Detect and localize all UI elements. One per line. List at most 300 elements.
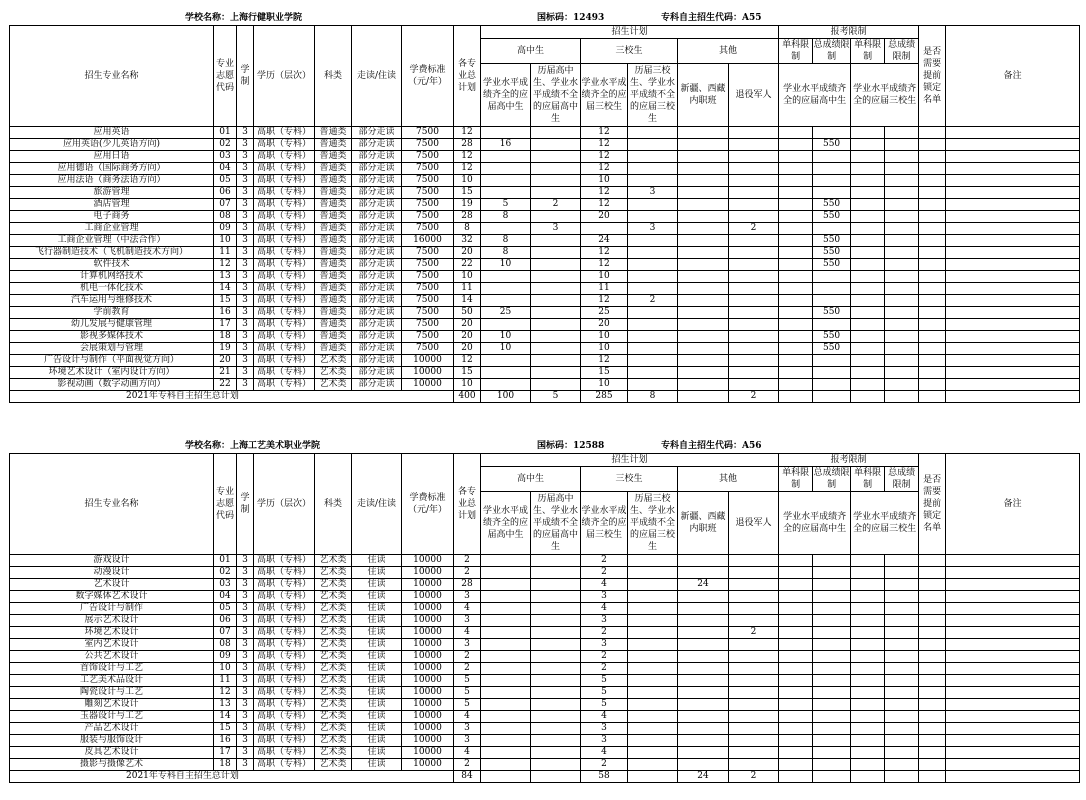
table-row: [10, 163, 1080, 175]
level-cell: 高职（专科）: [254, 139, 315, 151]
remark-cell: [946, 163, 1080, 175]
sx-b-cell: [628, 711, 678, 723]
years-cell: 3: [237, 603, 254, 615]
remark-cell: [946, 235, 1080, 247]
lock-cell: [919, 591, 946, 603]
ty-cell: [729, 187, 779, 199]
gz-a-cell: [481, 127, 531, 139]
total-cell: 3: [454, 591, 481, 603]
major-cell: 机电一体化技术: [10, 283, 214, 295]
years-cell: 3: [237, 319, 254, 331]
sx-a-cell: 5: [581, 699, 628, 711]
ty-cell: [729, 555, 779, 567]
dk2-cell: [851, 355, 885, 367]
code-cell: 04: [214, 591, 237, 603]
sx-a-cell: 10: [581, 379, 628, 391]
header-code: 专业志愿代码: [214, 26, 237, 127]
sx-a-cell: 2: [581, 663, 628, 675]
major-cell: 工艺美术品设计: [10, 675, 214, 687]
years-cell: 3: [237, 331, 254, 343]
code-cell: 01: [214, 555, 237, 567]
lock-cell: [919, 199, 946, 211]
table-row: [10, 223, 1080, 235]
total-label: 2021年专科自主招生总计划: [10, 391, 454, 403]
school-meta: [9, 436, 1079, 453]
ty-cell: [729, 355, 779, 367]
fee-cell: 10000: [402, 591, 454, 603]
remark-cell: [946, 259, 1080, 271]
table-row: [10, 735, 1080, 747]
zc2-cell: [885, 603, 919, 615]
dk1-cell: [779, 747, 813, 759]
mode-cell: 住读: [352, 579, 402, 591]
ty-cell: [729, 567, 779, 579]
table-row: [10, 747, 1080, 759]
code-cell: 15: [214, 723, 237, 735]
dk1-cell: [779, 555, 813, 567]
ty-sum-cell: 2: [729, 771, 779, 783]
xj-cell: [678, 555, 729, 567]
sx-a-cell: 4: [581, 579, 628, 591]
years-cell: 3: [237, 187, 254, 199]
category-cell: 普通类: [315, 163, 352, 175]
sx-a-cell: 24: [581, 235, 628, 247]
dk1-cell: [779, 295, 813, 307]
gz-b-cell: [531, 139, 581, 151]
code-cell: 07: [214, 627, 237, 639]
major-cell: 环境艺术设计: [10, 627, 214, 639]
fee-cell: 10000: [402, 579, 454, 591]
gz-a-cell: [481, 591, 531, 603]
total-cell: 28: [454, 211, 481, 223]
sx-b-sum-cell: 8: [628, 391, 678, 403]
zc2-cell: [885, 663, 919, 675]
dk2-cell: [851, 367, 885, 379]
fee-cell: 7500: [402, 331, 454, 343]
level-cell: 高职（专科）: [254, 639, 315, 651]
years-cell: 3: [237, 283, 254, 295]
lock-cell: [919, 567, 946, 579]
header-level: 学历（层次）: [254, 26, 315, 127]
zc2-cell: [885, 615, 919, 627]
header-limit: 报考限制: [779, 454, 919, 467]
years-cell: 3: [237, 579, 254, 591]
total-cell: 20: [454, 343, 481, 355]
remark-cell: [946, 747, 1080, 759]
category-cell: 普通类: [315, 307, 352, 319]
gz-b-cell: [531, 651, 581, 663]
dk2-cell: [851, 319, 885, 331]
header-sx-a: 学业水平成绩齐全的应届三校生: [581, 64, 628, 127]
sx-b-cell: 3: [628, 187, 678, 199]
header-remark: 备注: [946, 26, 1080, 127]
gz-a-cell: [481, 187, 531, 199]
remark-cell: [946, 379, 1080, 391]
lock-sum-cell: [919, 391, 946, 403]
sx-b-cell: [628, 651, 678, 663]
ty-cell: [729, 319, 779, 331]
gz-a-cell: [481, 651, 531, 663]
code-cell: 18: [214, 759, 237, 771]
gz-b-cell: [531, 271, 581, 283]
header-zc1: 总成绩限制: [813, 468, 850, 490]
level-cell: 高职（专科）: [254, 343, 315, 355]
gz-a-cell: [481, 355, 531, 367]
sx-b-cell: [628, 319, 678, 331]
xj-cell: [678, 151, 729, 163]
gz-b-cell: 2: [531, 199, 581, 211]
level-cell: 高职（专科）: [254, 591, 315, 603]
years-cell: 3: [237, 735, 254, 747]
dk2-cell: [851, 567, 885, 579]
sx-a-cell: 12: [581, 127, 628, 139]
zk-code: 专科自主招生代码：A56: [661, 441, 762, 451]
remark-cell: [946, 723, 1080, 735]
sx-a-cell: 4: [581, 747, 628, 759]
category-cell: 普通类: [315, 223, 352, 235]
gz-a-cell: [481, 555, 531, 567]
admission-table: [9, 25, 1080, 403]
gz-b-cell: [531, 687, 581, 699]
dk2-cell: [851, 307, 885, 319]
zc2-cell: [885, 639, 919, 651]
xj-cell: [678, 711, 729, 723]
gz-b-cell: [531, 211, 581, 223]
gz-a-cell: 10: [481, 331, 531, 343]
header-code: 专业志愿代码: [214, 454, 237, 555]
total-cell: 3: [454, 735, 481, 747]
dk1-cell: [779, 687, 813, 699]
major-cell: 展示艺术设计: [10, 615, 214, 627]
dk2-cell: [851, 175, 885, 187]
table-row: [10, 579, 1080, 591]
mode-cell: 部分走读: [352, 151, 402, 163]
sx-a-cell: 10: [581, 331, 628, 343]
years-cell: 3: [237, 223, 254, 235]
code-cell: 20: [214, 355, 237, 367]
header-mode: 走读/住读: [352, 26, 402, 127]
mode-cell: 住读: [352, 663, 402, 675]
total-cell: 22: [454, 259, 481, 271]
category-cell: 普通类: [315, 331, 352, 343]
level-cell: 高职（专科）: [254, 699, 315, 711]
code-cell: 18: [214, 331, 237, 343]
dk2-cell: [851, 627, 885, 639]
zc1-cell: [813, 295, 851, 307]
gz-a-cell: [481, 567, 531, 579]
total-row: [10, 771, 1080, 783]
lock-cell: [919, 307, 946, 319]
gz-a-cell: [481, 319, 531, 331]
remark-cell: [946, 555, 1080, 567]
header-total: 各专业总计划: [454, 454, 481, 555]
zc1-sum-cell: [813, 391, 851, 403]
sx-b-cell: [628, 603, 678, 615]
header-qt: 其他: [678, 39, 779, 64]
header-dk1: 单科限制: [779, 467, 813, 492]
gz-b-cell: [531, 367, 581, 379]
sx-b-cell: [628, 271, 678, 283]
fee-cell: 10000: [402, 627, 454, 639]
total-cell: 2: [454, 555, 481, 567]
gz-a-cell: [481, 735, 531, 747]
zc1-cell: [813, 555, 851, 567]
ty-cell: [729, 687, 779, 699]
sx-b-cell: [628, 175, 678, 187]
zc1-cell: 550: [813, 247, 851, 259]
xj-cell: [678, 379, 729, 391]
mode-cell: 部分走读: [352, 127, 402, 139]
lock-cell: [919, 675, 946, 687]
fee-cell: 7500: [402, 139, 454, 151]
zc1-cell: [813, 319, 851, 331]
mode-cell: 住读: [352, 603, 402, 615]
mode-cell: 住读: [352, 723, 402, 735]
lock-cell: [919, 603, 946, 615]
table-row: [10, 175, 1080, 187]
years-cell: 3: [237, 139, 254, 151]
major-cell: 影视多媒体技术: [10, 331, 214, 343]
gz-b-cell: [531, 355, 581, 367]
admission-table: [9, 453, 1080, 783]
dk1-cell: [779, 331, 813, 343]
gz-b-cell: [531, 747, 581, 759]
total-cell: 5: [454, 687, 481, 699]
code-cell: 11: [214, 247, 237, 259]
header-sx: 三校生: [581, 39, 678, 64]
remark-cell: [946, 627, 1080, 639]
remark-sum-cell: [946, 771, 1080, 783]
dk1-cell: [779, 675, 813, 687]
years-cell: 3: [237, 235, 254, 247]
total-cell: 5: [454, 699, 481, 711]
fee-cell: 10000: [402, 759, 454, 771]
header-zc2: 总成绩限制: [885, 39, 919, 64]
zc2-cell: [885, 627, 919, 639]
table-row: [10, 211, 1080, 223]
sx-b-cell: [628, 379, 678, 391]
major-cell: 应用英语: [10, 127, 214, 139]
major-cell: 数字媒体艺术设计: [10, 591, 214, 603]
table-row: [10, 591, 1080, 603]
remark-cell: [946, 295, 1080, 307]
table-row: [10, 615, 1080, 627]
major-cell: 公共艺术设计: [10, 651, 214, 663]
header-gz: 高中生: [481, 39, 581, 64]
fee-cell: 10000: [402, 355, 454, 367]
code-cell: 13: [214, 699, 237, 711]
gz-b-cell: [531, 307, 581, 319]
level-cell: 高职（专科）: [254, 175, 315, 187]
major-cell: 计算机网络技术: [10, 271, 214, 283]
years-cell: 3: [237, 175, 254, 187]
header-dk2: 单科限制: [851, 467, 885, 492]
dk1-cell: [779, 139, 813, 151]
gz-b-cell: [531, 603, 581, 615]
dk2-cell: [851, 687, 885, 699]
ty-cell: [729, 675, 779, 687]
dk1-cell: [779, 367, 813, 379]
gz-b-cell: [531, 175, 581, 187]
gz-b-cell: [531, 663, 581, 675]
sx-a-cell: 10: [581, 343, 628, 355]
code-cell: 02: [214, 139, 237, 151]
xj-cell: [678, 259, 729, 271]
header-remark: 备注: [946, 454, 1080, 555]
remark-cell: [946, 319, 1080, 331]
zc1-cell: [813, 367, 851, 379]
remark-cell: [946, 139, 1080, 151]
major-cell: 应用日语: [10, 151, 214, 163]
code-cell: 06: [214, 187, 237, 199]
dk2-cell: [851, 651, 885, 663]
category-cell: 普通类: [315, 139, 352, 151]
gz-a-cell: 8: [481, 235, 531, 247]
xj-cell: [678, 639, 729, 651]
gz-a-cell: [481, 639, 531, 651]
ty-cell: [729, 271, 779, 283]
mode-cell: 部分走读: [352, 187, 402, 199]
xj-sum-cell: [678, 391, 729, 403]
xj-cell: [678, 699, 729, 711]
gz-a-cell: [481, 271, 531, 283]
sx-b-cell: [628, 259, 678, 271]
mode-cell: 住读: [352, 567, 402, 579]
major-cell: 环境艺术设计（室内设计方向）: [10, 367, 214, 379]
category-cell: 艺术类: [315, 735, 352, 747]
level-cell: 高职（专科）: [254, 307, 315, 319]
mode-cell: 部分走读: [352, 319, 402, 331]
total-cell: 20: [454, 247, 481, 259]
gz-a-cell: [481, 175, 531, 187]
zc2-cell: [885, 567, 919, 579]
header-plan: 招生计划: [481, 454, 779, 467]
gz-a-sum-cell: 100: [481, 391, 531, 403]
mode-cell: 部分走读: [352, 211, 402, 223]
xj-cell: [678, 687, 729, 699]
code-cell: 05: [214, 603, 237, 615]
code-cell: 08: [214, 211, 237, 223]
xj-cell: [678, 139, 729, 151]
years-cell: 3: [237, 151, 254, 163]
header-category: 科类: [315, 454, 352, 555]
zk-code: 专科自主招生代码：A55: [661, 13, 762, 23]
major-cell: 艺术设计: [10, 579, 214, 591]
gz-b-cell: [531, 567, 581, 579]
ty-cell: [729, 343, 779, 355]
gz-a-cell: [481, 151, 531, 163]
dk1-cell: [779, 211, 813, 223]
sx-a-cell: 3: [581, 723, 628, 735]
category-cell: 普通类: [315, 187, 352, 199]
sx-b-cell: [628, 139, 678, 151]
level-cell: 高职（专科）: [254, 759, 315, 771]
lock-cell: [919, 639, 946, 651]
table-row: [10, 307, 1080, 319]
mode-cell: 部分走读: [352, 139, 402, 151]
major-cell: 游戏设计: [10, 555, 214, 567]
sx-b-cell: [628, 567, 678, 579]
lock-sum-cell: [919, 771, 946, 783]
ty-cell: [729, 295, 779, 307]
years-cell: 3: [237, 211, 254, 223]
level-cell: 高职（专科）: [254, 735, 315, 747]
lock-cell: [919, 223, 946, 235]
gz-a-sum-cell: [481, 771, 531, 783]
category-cell: 艺术类: [315, 711, 352, 723]
zc2-cell: [885, 367, 919, 379]
fee-cell: 7500: [402, 247, 454, 259]
ty-sum-cell: 2: [729, 391, 779, 403]
xj-cell: [678, 343, 729, 355]
sx-b-cell: [628, 723, 678, 735]
total-cell: 8: [454, 223, 481, 235]
category-cell: 艺术类: [315, 747, 352, 759]
zc1-sum-cell: [813, 771, 851, 783]
gz-a-cell: [481, 579, 531, 591]
sx-b-cell: [628, 163, 678, 175]
dk2-cell: [851, 235, 885, 247]
zc2-cell: [885, 283, 919, 295]
lock-cell: [919, 187, 946, 199]
dk1-cell: [779, 271, 813, 283]
lock-cell: [919, 627, 946, 639]
dk1-cell: [779, 343, 813, 355]
gz-a-cell: [481, 283, 531, 295]
sx-a-cell: 11: [581, 283, 628, 295]
major-cell: 服装与服饰设计: [10, 735, 214, 747]
zc1-cell: [813, 627, 851, 639]
dk1-cell: [779, 235, 813, 247]
total-sum-cell: 84: [454, 771, 481, 783]
category-cell: 普通类: [315, 319, 352, 331]
zc1-cell: [813, 687, 851, 699]
xj-cell: [678, 615, 729, 627]
remark-cell: [946, 151, 1080, 163]
zc2-cell: [885, 211, 919, 223]
remark-cell: [946, 175, 1080, 187]
zc2-cell: [885, 723, 919, 735]
level-cell: 高职（专科）: [254, 151, 315, 163]
mode-cell: 住读: [352, 615, 402, 627]
dk1-cell: [779, 699, 813, 711]
table-row: [10, 127, 1080, 139]
sx-a-cell: 2: [581, 555, 628, 567]
remark-cell: [946, 639, 1080, 651]
gz-b-cell: [531, 615, 581, 627]
code-cell: 09: [214, 223, 237, 235]
dk2-cell: [851, 211, 885, 223]
lock-cell: [919, 211, 946, 223]
gz-b-cell: [531, 163, 581, 175]
fee-cell: 7500: [402, 187, 454, 199]
header-major: 招生专业名称: [10, 26, 214, 127]
dk1-cell: [779, 379, 813, 391]
level-cell: 高职（专科）: [254, 127, 315, 139]
lock-cell: [919, 615, 946, 627]
remark-cell: [946, 687, 1080, 699]
dk2-cell: [851, 247, 885, 259]
total-cell: 28: [454, 579, 481, 591]
fee-cell: 10000: [402, 615, 454, 627]
major-cell: 汽车运用与维修技术: [10, 295, 214, 307]
ty-cell: [729, 367, 779, 379]
remark-cell: [946, 211, 1080, 223]
gz-b-cell: 3: [531, 223, 581, 235]
zc1-cell: [813, 747, 851, 759]
xj-cell: [678, 759, 729, 771]
zc2-cell: [885, 555, 919, 567]
